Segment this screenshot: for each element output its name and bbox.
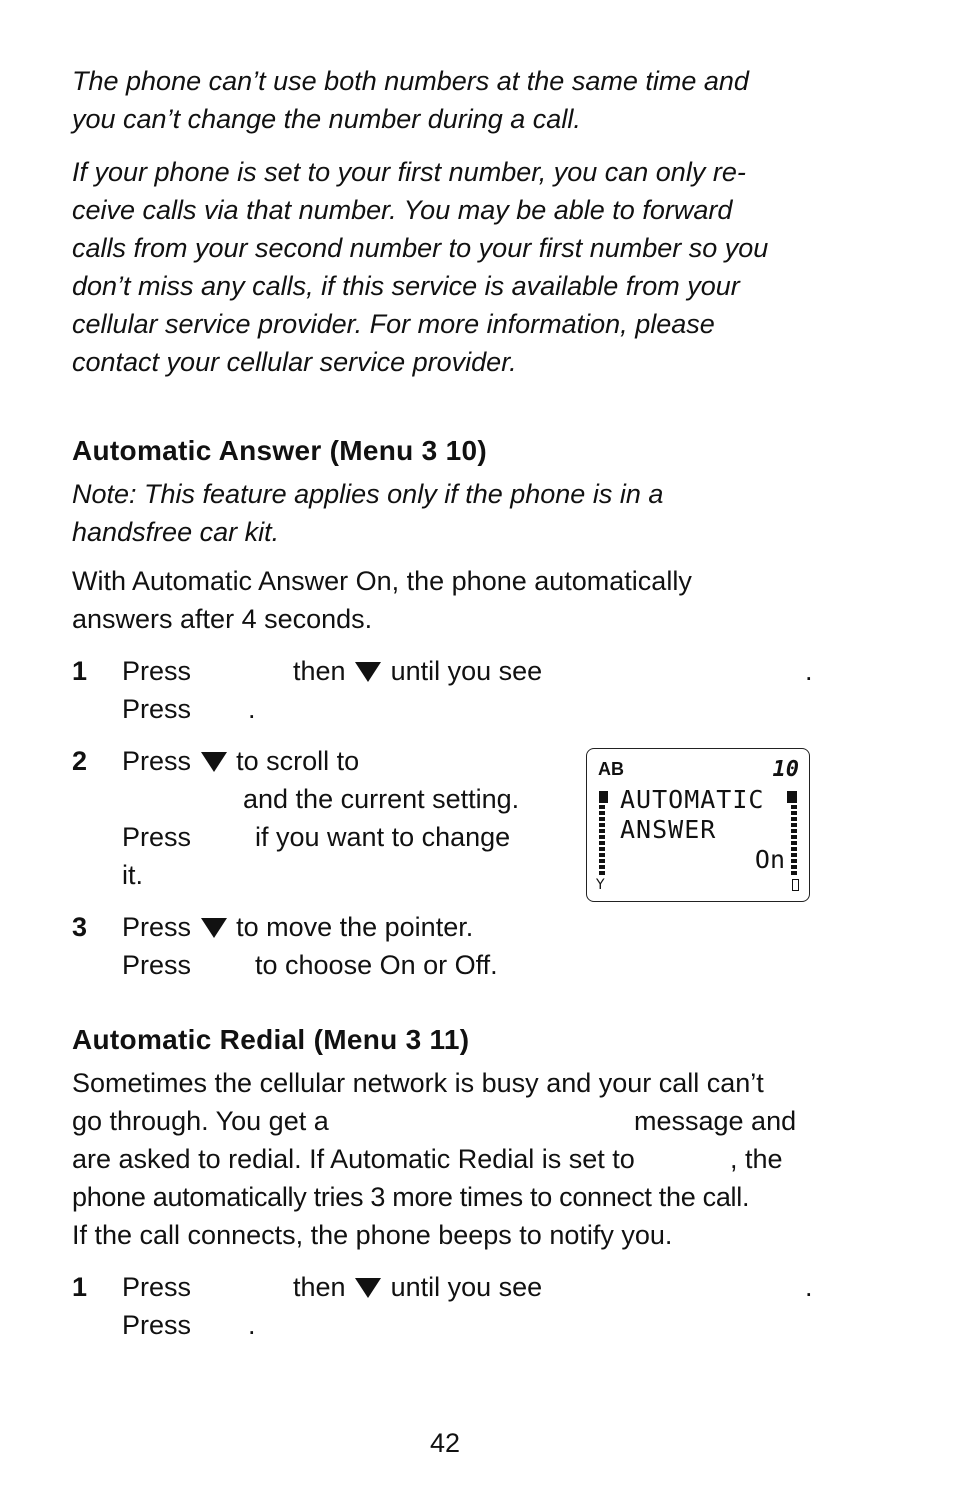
display-setting-value: On	[754, 845, 785, 874]
automatic-redial-description	[72, 1064, 817, 1254]
intro-paragraph-2	[72, 153, 817, 381]
text-line: calls from your second number to your first number so you	[72, 233, 769, 263]
step-text: Press	[122, 822, 192, 852]
battery-icon	[792, 879, 799, 891]
step-text: to scroll to	[236, 746, 360, 776]
intro-paragraph-1	[72, 62, 817, 138]
step-text: Press	[122, 1272, 192, 1302]
text-fragment: , the	[730, 1144, 783, 1174]
section-heading-automatic-redial: Automatic Redial (Menu 3 11)	[72, 1024, 470, 1055]
step-text-group	[293, 652, 542, 690]
page-number: 42	[429, 1428, 461, 1458]
step-text: to move the pointer.	[236, 912, 474, 942]
step-line	[122, 908, 817, 946]
step-text: Press	[122, 656, 192, 686]
step-text: until you see	[390, 1272, 543, 1302]
step-text: until you see	[390, 656, 543, 686]
step-text: Press	[122, 912, 192, 942]
step-1-automatic-answer	[72, 652, 817, 728]
signal-strength-bar	[599, 793, 605, 875]
step-text-group	[293, 1268, 542, 1306]
down-arrow-icon	[201, 918, 227, 938]
text-line: With Automatic Answer On, the phone automatically	[72, 566, 692, 596]
text-line: The phone can’t use both numbers at the same time and	[72, 66, 749, 96]
step-line	[122, 1268, 817, 1306]
text-fragment: message and	[634, 1106, 797, 1136]
step-text: Press	[122, 746, 192, 776]
text-line: Sometimes the cellular network is busy and your call can’t	[72, 1068, 764, 1098]
step-text: if you want to change	[255, 822, 511, 852]
down-arrow-icon	[355, 1278, 381, 1298]
step-number: 1	[72, 656, 88, 686]
text-line: ceive calls via that number. You may be able to forward	[72, 195, 733, 225]
step-1-automatic-redial	[72, 1268, 817, 1344]
step-text: Press	[122, 950, 192, 980]
phone-display-screen	[586, 748, 810, 902]
note-paragraph	[72, 475, 817, 551]
down-arrow-icon	[201, 752, 227, 772]
step-3-automatic-answer	[72, 908, 817, 984]
step-text: then	[293, 1272, 346, 1302]
text-line: answers after 4 seconds.	[72, 604, 373, 634]
text-line: you can’t change the number during a call.	[72, 104, 581, 134]
page-content	[72, 62, 817, 1344]
menu-number: 10	[772, 757, 799, 782]
step-text: .	[805, 656, 813, 686]
step-text: .	[248, 694, 256, 724]
antenna-icon: Y	[596, 877, 605, 893]
step-text: then	[293, 656, 346, 686]
text-line: don’t miss any calls, if this service is available from your	[72, 271, 740, 301]
text-line: Note: This feature applies only if the phone is in a	[72, 479, 664, 509]
text-line: If your phone is set to your first number, you can only re-	[72, 157, 746, 187]
text-line: If the call connects, the phone beeps to notify you.	[72, 1220, 673, 1250]
automatic-answer-description	[72, 562, 817, 638]
battery-level-bar	[791, 793, 797, 875]
step-text: Press	[122, 694, 192, 724]
line-indicator: AB	[598, 759, 624, 779]
step-text: .	[248, 1310, 256, 1340]
step-text: to choose On or Off.	[255, 950, 498, 980]
text-fragment: are asked to redial. If Automatic Redial is set to	[72, 1144, 635, 1174]
text-line: phone automatically tries 3 more times to connect the call.	[72, 1182, 750, 1212]
display-line-2: ANSWER	[620, 815, 717, 844]
text-fragment: go through. You get a	[72, 1106, 329, 1136]
step-text: it.	[122, 860, 144, 890]
step-line	[122, 652, 817, 690]
step-text: Press	[122, 1310, 192, 1340]
step-line	[122, 690, 817, 728]
step-number: 1	[72, 1272, 88, 1302]
step-line	[122, 1306, 817, 1344]
down-arrow-icon	[355, 662, 381, 682]
text-line	[72, 1140, 817, 1178]
step-line	[122, 946, 817, 984]
text-line	[72, 1102, 817, 1140]
display-line-1: AUTOMATIC	[620, 785, 765, 814]
step-text: and the current setting.	[243, 784, 520, 814]
step-number: 2	[72, 746, 88, 776]
text-line: cellular service provider. For more information, please	[72, 309, 715, 339]
step-number: 3	[72, 912, 88, 942]
text-line: contact your cellular service provider.	[72, 347, 517, 377]
text-line: handsfree car kit.	[72, 517, 280, 547]
section-heading-automatic-answer: Automatic Answer (Menu 3 10)	[72, 435, 487, 466]
step-text: .	[805, 1272, 813, 1302]
